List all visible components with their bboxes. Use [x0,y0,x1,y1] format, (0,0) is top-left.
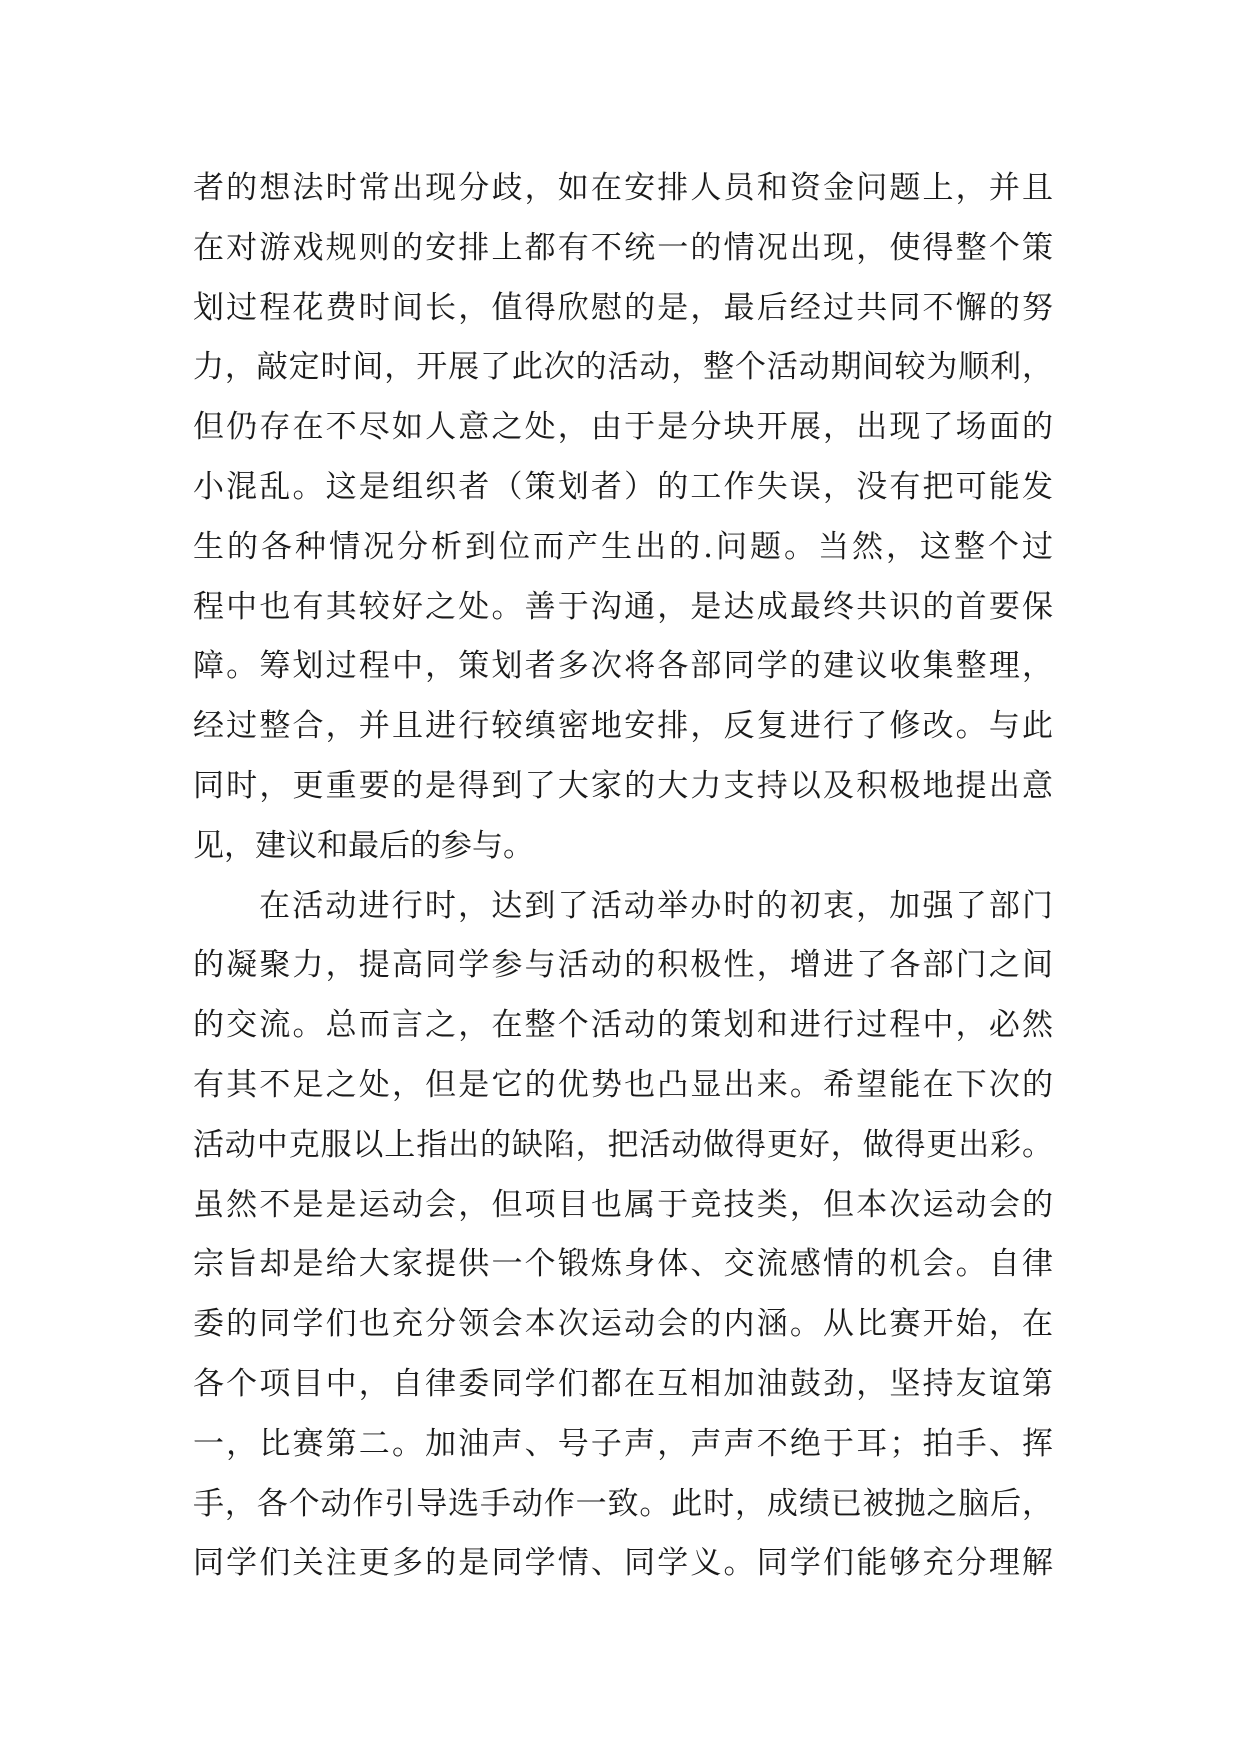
text-line: 各个项目中，自律委同学们都在互相加油鼓劲，坚持友谊第 [193,1365,1053,1402]
text-line: 但仍存在不尽如人意之处，由于是分块开展，出现了场面的 [193,409,1053,446]
text-line: 同时，更重要的是得到了大家的大力支持以及积极地提出意 [193,767,1053,804]
text-line: 的交流。总而言之，在整个活动的策划和进行过程中，必然 [193,1007,1053,1044]
text-line: 生的各种情况分析到位而产生出的.问题。当然，这整个过 [193,528,1053,565]
body-text [193,159,1053,1594]
text-line: 在对游戏规则的安排上都有不统一的情况出现，使得整个策 [193,229,1053,266]
text-line: 一，比赛第二。加油声、号子声，声声不绝于耳；拍手、挥 [193,1425,1053,1462]
text-line: 障。筹划过程中，策划者多次将各部同学的建议收集整理， [193,648,1053,685]
text-line: 见，建议和最后的参与。 [193,827,534,864]
paragraph-first-line: 在活动进行时，达到了活动举办时的初衷，加强了部门 [259,887,1053,924]
text-line: 活动中克服以上指出的缺陷，把活动做得更好，做得更出彩。 [193,1126,1053,1163]
text-line: 小混乱。这是组织者（策划者）的工作失误，没有把可能发 [193,468,1053,505]
text-line: 手，各个动作引导选手动作一致。此时，成绩已被抛之脑后， [193,1485,1053,1522]
text-line: 程中也有其较好之处。善于沟通，是达成最终共识的首要保 [193,588,1053,625]
text-line: 虽然不是是运动会，但项目也属于竞技类，但本次运动会的 [193,1186,1053,1223]
text-line: 委的同学们也充分领会本次运动会的内涵。从比赛开始，在 [193,1306,1053,1343]
text-line: 宗旨却是给大家提供一个锻炼身体、交流感情的机会。自律 [193,1246,1053,1283]
text-line: 者的想法时常出现分歧，如在安排人员和资金问题上，并且 [193,170,1053,206]
text-line: 经过整合，并且进行较缜密地安排，反复进行了修改。与此 [193,708,1053,745]
text-line: 力，敲定时间，开展了此次的活动，整个活动期间较为顺利， [193,349,1053,386]
text-line: 划过程花费时间长，值得欣慰的是，最后经过共同不懈的努 [193,289,1053,326]
text-line: 同学们关注更多的是同学情、同学义。同学们能够充分理解 [193,1545,1053,1582]
text-line: 有其不足之处，但是它的优势也凸显出来。希望能在下次的 [193,1066,1053,1103]
text-line: 的凝聚力，提高同学参与活动的积极性，增进了各部门之间 [193,947,1053,984]
